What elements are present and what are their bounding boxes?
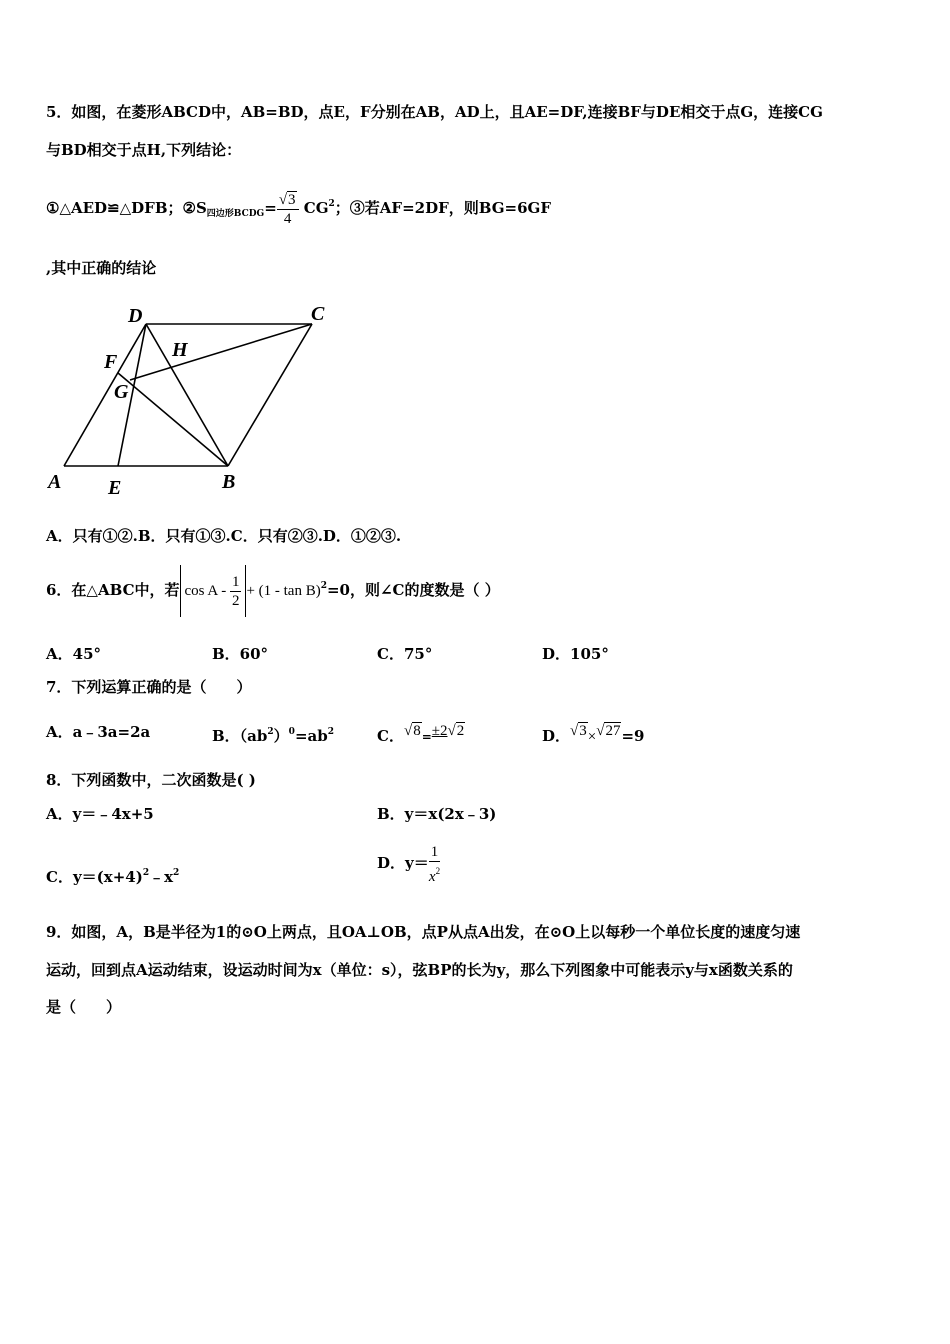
- q5-c1-eq: =: [264, 199, 277, 217]
- q6-suffix: =0，则∠C的度数是（ ）: [326, 581, 500, 599]
- q5-fraction: $\frac{√3}{4}$: [277, 191, 299, 228]
- q6-abs: cos A - $\frac{1}{2}$: [180, 565, 247, 617]
- q6-plus: + (1 - tan B): [246, 583, 321, 599]
- q8-option-b: B．y＝x(2x﹣3): [377, 805, 497, 823]
- segment-bf: [118, 373, 228, 466]
- q7-option-d: D．√3×√27=9: [542, 712, 644, 756]
- q8-stem: 8．下列函数中，二次函数是( ): [46, 771, 256, 789]
- q9-line1: 9．如图，A，B是半径为1的⊙O上两点，且OA⊥OB，点P从点A出发，在⊙O上以每秒一个单位长度的速度匀速: [46, 923, 801, 941]
- q7-option-b: B．$(ab^2)^0=ab^2$: [212, 727, 334, 745]
- q7-d-sqrt3: √3: [570, 723, 587, 739]
- q9-line2: 运动，回到点A运动结束，设运动时间为x（单位：s），弦BP的长为y，那么下列图象中可能表示y与x函数关系的: [46, 961, 793, 979]
- q9-line3: 是（ ）: [46, 998, 122, 1016]
- q6-sq: 2: [320, 581, 327, 591]
- q7-c-sqrt8: √8: [403, 723, 421, 739]
- q5-c1: ①△AED≌△DFB；②S: [46, 199, 207, 217]
- q5-line2: 与BD相交于点H,下列结论：: [46, 141, 242, 159]
- q5-answers: A．只有①②.B．只有①③.C．只有②③.D．①②③.: [46, 527, 402, 545]
- q7-stem: 7．下列运算正确的是（ ）: [46, 678, 252, 696]
- label-c: C: [311, 303, 325, 325]
- q5-sqrt: √3: [278, 191, 296, 208]
- label-d: D: [128, 305, 143, 327]
- label-f: F: [104, 351, 118, 373]
- label-a: A: [48, 471, 62, 493]
- rhombus-figure: [44, 298, 344, 503]
- q5-c1-rest: ；③若AF=2DF，则BG=6GF: [334, 199, 551, 217]
- label-e: E: [108, 477, 122, 499]
- q5-line1: 5．如图，在菱形ABCD中，AB=BD，点E，F分别在AB，AD上，且AE=DF,连接BF与DE相交于点G，连接CG: [46, 103, 823, 121]
- q6-prefix: 6．在△ABC中，若: [46, 581, 180, 599]
- q5-line4: ,其中正确的结论: [46, 259, 157, 277]
- q8-d-fraction: $\frac{1}{x^2}$: [428, 843, 441, 885]
- q6-line: [46, 560, 500, 617]
- q8-option-d: D．y＝ $\frac{1}{x^2}$: [377, 843, 441, 885]
- q7-c-sqrt2: √2: [447, 723, 465, 739]
- q6-option-a: A．45°: [46, 645, 102, 663]
- q6-option-c: C．75°: [377, 645, 433, 663]
- q5-conclusions: ①△AED≌△DFB；$②S_{四边形BCDG}=$ $\frac{√3}{4}$ $CG^2$；③若AF=2DF，则BG=6GF: [46, 191, 551, 227]
- q8-option-c: C．$y=(x+4)^2﹣x^2$: [46, 868, 180, 886]
- side-da: [64, 324, 146, 466]
- q6-option-d: D．105°: [542, 645, 609, 663]
- label-g: G: [114, 381, 129, 403]
- label-h: H: [172, 339, 188, 361]
- q5-cg: CG: [303, 199, 329, 217]
- label-b: B: [222, 471, 236, 493]
- q7-option-a: A．a﹣3a=2a: [46, 723, 151, 741]
- q6-option-b: B．60°: [212, 645, 269, 663]
- q7-option-c: C．√8=±2√2: [377, 712, 465, 756]
- q5-c1-sub: 四边形BCDG: [206, 209, 265, 219]
- q8-option-a: A．y＝﹣4x+5: [46, 805, 154, 823]
- q7-d-sqrt27: √27: [596, 723, 621, 739]
